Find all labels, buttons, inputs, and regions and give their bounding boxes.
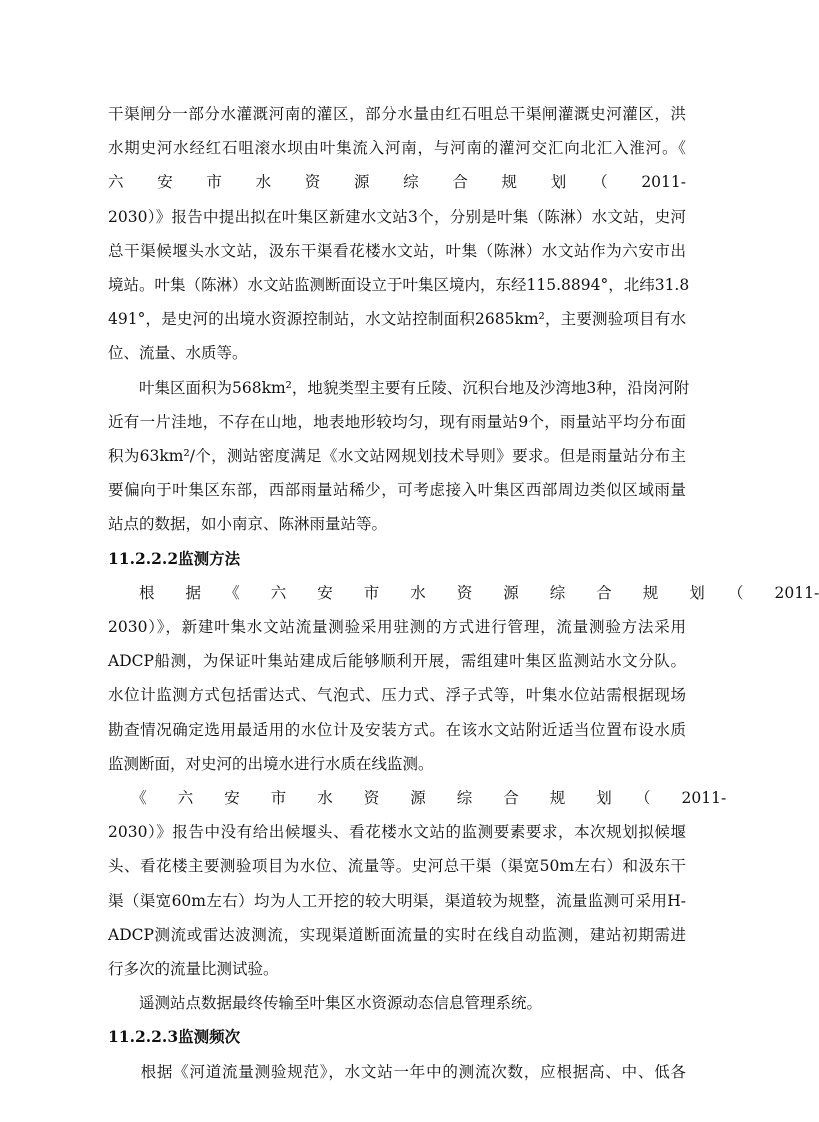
text-line: 2030）》，新建叶集水文站流量测验采用驻测的方式进行管理，流量测验方法采用 bbox=[108, 618, 686, 636]
text-line: ADCP测流或雷达波测流，实现渠道断面流量的实时在线自动监测，建站初期需进 bbox=[108, 925, 686, 944]
text-line: 监测断面，对史河的出境水进行水质在线监测。 bbox=[108, 754, 434, 773]
text-line: 根据《河道流量测验规范》，水文站一年中的测流次数，应根据高、中、低各 bbox=[108, 1062, 686, 1081]
text-line: 2030）》报告中提出拟在叶集区新建水文站3个，分别是叶集（陈淋）水文站，史河 bbox=[108, 207, 686, 226]
text-line: 近有一片洼地，不存在山地，地表地形较均匀，现有雨量站9个，雨量站平均分布面 bbox=[108, 412, 686, 431]
text-line: 遥测站点数据最终传输至叶集区水资源动态信息管理系统。 bbox=[108, 994, 543, 1013]
text-line: 勘查情况确定选用最适用的水位计及安装方式。在该水文站附近适当位置布设水质 bbox=[108, 720, 686, 739]
text-line: 2030）》报告中没有给出候堰头、看花楼水文站的监测要素要求，本次规划拟候堰 bbox=[108, 823, 686, 842]
text-line: 头、看花楼主要测验项目为水位、流量等。史河总干渠（渠宽50m左右）和汲东干 bbox=[108, 857, 686, 876]
text-line: 位、流量、水质等。 bbox=[108, 344, 248, 363]
section-heading: 11.2.2.2监测方法 bbox=[108, 548, 241, 568]
text-line: 《 六 安 市 水 资 源 综 合 规 划 （ 2011- bbox=[108, 789, 727, 807]
text-line: 根 据 《 六 安 市 水 资 源 综 合 规 划 （ 2011- bbox=[108, 583, 819, 602]
text-line: 行多次的流量比测试验。 bbox=[108, 960, 279, 978]
text-line: 水位计监测方式包括雷达式、气泡式、压力式、浮子式等，叶集水位站需根据现场 bbox=[108, 686, 686, 705]
text-line: 叶集区面积为568km²，地貌类型主要有丘陵、沉积台地及沙湾地3种，沿岗河附 bbox=[108, 378, 690, 397]
text-line: 总干渠候堰头水文站，汲东干渠看花楼水文站，叶集（陈淋）水文站作为六安市出 bbox=[108, 241, 686, 260]
text-line: 渠（渠宽60m左右）均为人工开挖的较大明渠，渠道较为规整，流量监测可采用H- bbox=[108, 891, 686, 910]
text-line: 水期史河水经红石咀滚水坝由叶集流入河南，与河南的灌河交汇向北汇入淮河。《 bbox=[108, 139, 686, 158]
text-line: 六 安 市 水 资 源 综 合 规 划 （ 2011- bbox=[108, 173, 686, 192]
text-line: 积为63km²/个，测站密度满足《水文站网规划技术导则》要求。但是雨量站分布主 bbox=[108, 447, 686, 465]
text-line: 干渠闸分一部分水灌溉河南的灌区，部分水量由红石咀总干渠闸灌溉史河灌区，洪 bbox=[108, 105, 686, 123]
text-line: 491°，是史河的出境水资源控制站，水文站控制面积2685km²，主要测验项目有水 bbox=[108, 310, 686, 329]
text-line: 要偏向于叶集区东部，西部雨量站稀少，可考虑接入叶集区西部周边类似区域雨量 bbox=[108, 481, 686, 500]
section-heading: 11.2.2.3监测频次 bbox=[108, 1027, 241, 1047]
text-line: 站点的数据，如小南京、陈淋雨量站等。 bbox=[108, 515, 388, 534]
text-line: ADCP船测，为保证叶集站建成后能够顺利开展，需组建叶集区监测站水文分队。 bbox=[108, 652, 686, 671]
text-line: 境站。叶集（陈淋）水文站监测断面设立于叶集区境内，东经115.8894°，北纬31.8 bbox=[108, 276, 690, 294]
